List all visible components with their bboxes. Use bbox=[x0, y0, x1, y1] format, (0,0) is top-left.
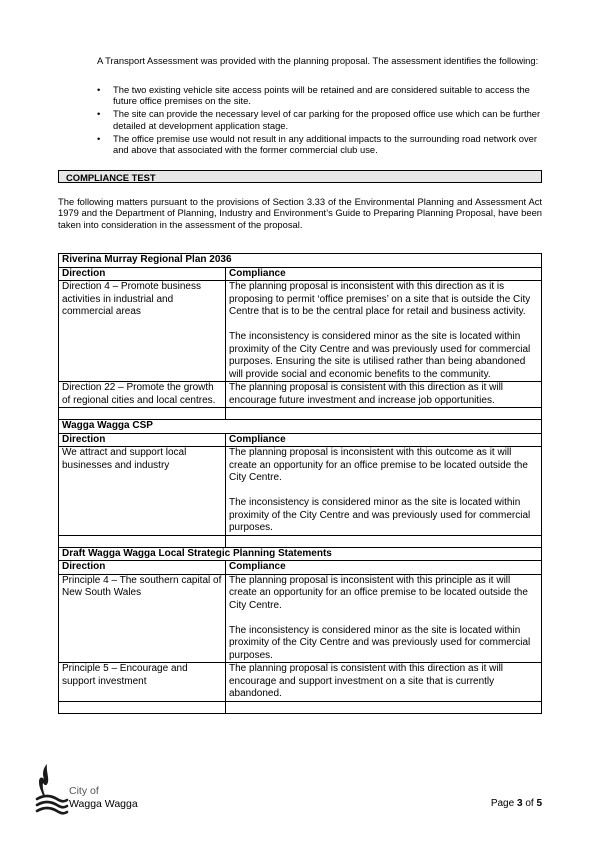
bullet-icon: • bbox=[97, 84, 101, 95]
compliance-cell: The planning proposal is inconsistent with this principle as it will create an opportunity for an office premise to be located outside the City Centre. The inconsistency is considered minor as the site is located within proximity of the City Centre and was previously used for commercial purposes. bbox=[226, 574, 542, 663]
direction-cell: Direction 22 – Promote the growth of regional cities and local centres. bbox=[59, 382, 226, 408]
section-title: Wagga Wagga CSP bbox=[59, 420, 542, 434]
table-blank-row bbox=[59, 408, 542, 420]
table-header-row bbox=[59, 433, 542, 447]
table-section-title-row bbox=[59, 547, 542, 561]
compliance-cell: The planning proposal is inconsistent with this direction as it is proposing to permit ‘office premises’ on a site that is outside the City Centre that is to be the central place for retail and business activity. The inconsistency is considered minor as the site is located within proximity of the City Centre and was previously used for commercial purposes. Ensuring the site is utilised rather than being abandoned will provide social and economic benefits to the community. bbox=[226, 281, 542, 382]
direction-cell: Direction 4 – Promote business activities in industrial and commercial areas bbox=[59, 281, 226, 382]
considerations-paragraph: The following matters pursuant to the provisions of Section 3.33 of the Environmental Planning and Assessment Act 1979 and the Department of Planning, Industry and Environment’s Guide to Preparing Planning Proposal, have been taken into consideration in the assessment of the proposal. bbox=[58, 196, 542, 230]
list-item: • The site can provide the necessary level of car parking for the proposed office use which can be further detailed at development application stage. bbox=[97, 108, 541, 131]
table-blank-row bbox=[59, 701, 542, 713]
section-title: Draft Wagga Wagga Local Strategic Planning Statements bbox=[59, 547, 542, 561]
page-number: Page 3 of 5 bbox=[490, 798, 542, 809]
direction-cell: We attract and support local businesses and industry bbox=[59, 447, 226, 536]
bullet-icon: • bbox=[97, 132, 101, 144]
compliance-table bbox=[58, 253, 542, 714]
table-row bbox=[59, 663, 542, 702]
table-header-row bbox=[59, 561, 542, 575]
logo-wordmark bbox=[69, 785, 138, 811]
logo-line-2: Wagga Wagga bbox=[69, 798, 138, 810]
logo-line-1: City of bbox=[69, 785, 99, 797]
section-heading-compliance-test: COMPLIANCE TEST bbox=[58, 170, 542, 183]
table-section-title-row bbox=[59, 420, 542, 434]
bullet-icon: • bbox=[97, 108, 101, 120]
section-title: Riverina Murray Regional Plan 2036 bbox=[59, 254, 542, 268]
table-header-row bbox=[59, 267, 542, 281]
direction-cell: Principle 4 – The southern capital of New South Wales bbox=[59, 574, 226, 663]
table-section-title-row bbox=[59, 254, 542, 268]
list-item: • The two existing vehicle site access points will be retained and are considered suitable to access the future office premises on the site. bbox=[97, 84, 530, 107]
table-row bbox=[59, 281, 542, 382]
header-compliance: Compliance bbox=[226, 433, 542, 447]
compliance-cell: The planning proposal is inconsistent with this outcome as it will create an opportunity for an office premise to be located outside the City Centre. The inconsistency is considered minor as the site is located within proximity of the City Centre and was previously used for commercial purposes. bbox=[226, 447, 542, 536]
compliance-cell: The planning proposal is consistent with this direction as it will encourage and support investment on a site that is currently abandoned. bbox=[226, 663, 542, 702]
bullet-list bbox=[97, 84, 542, 157]
header-direction: Direction bbox=[59, 561, 226, 575]
header-direction: Direction bbox=[59, 433, 226, 447]
intro-paragraph: A Transport Assessment was provided with the planning proposal. The assessment identifies the following: bbox=[97, 55, 539, 66]
compliance-cell: The planning proposal is consistent with this direction as it will encourage future investment and increase job opportunities. bbox=[226, 382, 542, 408]
table-blank-row bbox=[59, 535, 542, 547]
header-direction: Direction bbox=[59, 267, 226, 281]
header-compliance: Compliance bbox=[226, 561, 542, 575]
direction-cell: Principle 5 – Encourage and support investment bbox=[59, 663, 226, 702]
table-row bbox=[59, 574, 542, 663]
header-compliance: Compliance bbox=[226, 267, 542, 281]
table-row bbox=[59, 447, 542, 536]
list-item: • The office premise use would not result in any additional impacts to the surrounding road network over and above that associated with the former commercial club use. bbox=[97, 132, 538, 156]
table-row bbox=[59, 382, 542, 408]
